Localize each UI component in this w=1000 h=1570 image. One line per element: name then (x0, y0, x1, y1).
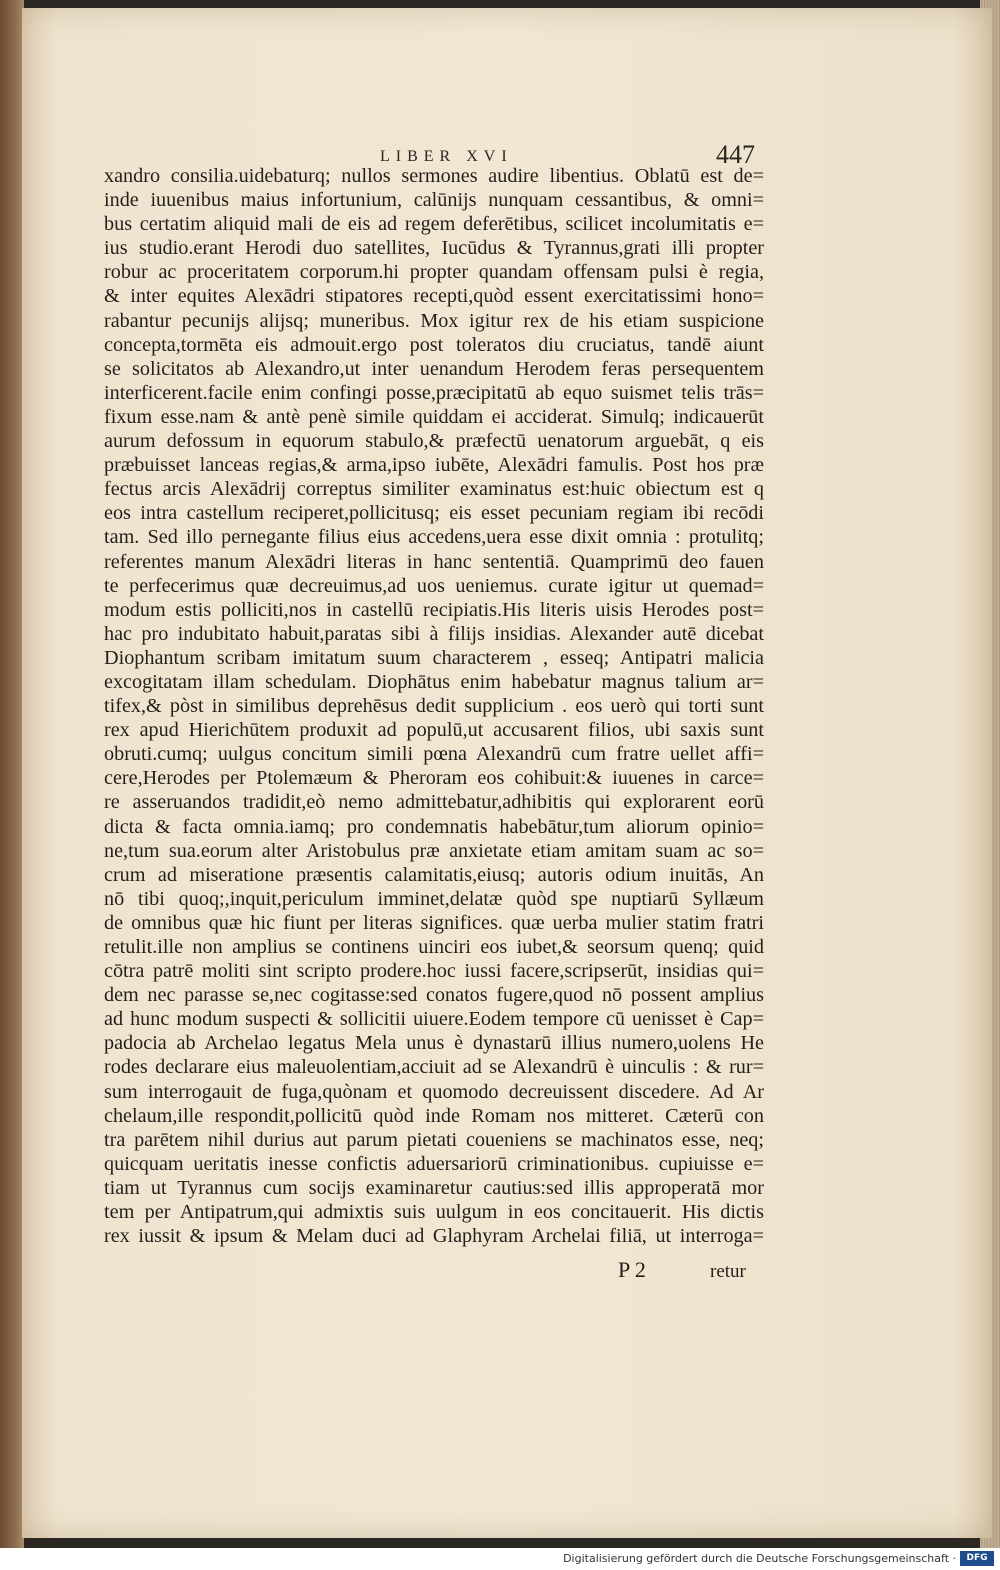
text-line: referentes manum Alexādri literas in hanc sententiā. Quamprimū deo fauen (104, 550, 764, 573)
running-head: LIBER XVI (380, 148, 513, 165)
text-line: robur ac proceritatem corporum.hi propter quandam offensam pulsi è regia, (104, 261, 764, 284)
text-line: tra parētem nihil durius aut parum pietati coueniens se machinatos esse, neq; (104, 1128, 764, 1151)
text-line: rabantur pecunijs alijsq; muneribus. Mox igitur rex de his etiam suspicione (104, 309, 764, 332)
text-line: de omnibus quæ hic fiunt per literas significes. quæ uerba mulier statim fratri (104, 911, 764, 934)
text-line: xandro consilia.uidebaturq; nullos sermones audire libentius. Oblatū est de= (104, 165, 764, 187)
body-text (104, 164, 764, 1248)
text-line: rex apud Hierichūtem produxit ad populū,ut accusarent filios, ubi saxis sunt (104, 719, 764, 742)
text-line: excogitatam illam schedulam. Diophātus enim habebatur magnus talium ar= (104, 670, 764, 693)
text-line: crum ad miseratione præsentis calamitatis,eiusq; autoris odium inuitās, An (104, 863, 764, 886)
text-line: dem nec parasse se,nec cogitasse:sed conatos fugere,quod nō possent amplius (104, 984, 764, 1007)
text-line: aurum defossum in equorum stabulo,& præfectū uenatorum arguebāt, q eis (104, 430, 764, 453)
text-line: concepta,tormēta eis admouit.ergo post toleratos diu cruciatus, tandē aiunt (104, 333, 764, 356)
text-line: obruti.cumq; uulgus concitum simili pœna Alexandrū cum fratre uellet affi= (104, 743, 764, 766)
text-line: rodes declarare eius maleuolentiam,acciuit ad se Alexandrū è uinculis : & rur= (104, 1056, 764, 1079)
dfg-logo: DFG (960, 1551, 994, 1566)
text-line: bus certatim aliquid mali de eis ad regem deferētibus, scilicet incolumitatis e= (104, 213, 764, 236)
text-line: quicquam ueritatis inesse confictis aduersariorū criminationibus. cupiuisse e= (104, 1152, 764, 1175)
credit-bar (0, 1548, 1000, 1570)
text-line: tam. Sed illo pernegante filius eius accedens,uera esse dixit omnia : protulitq; (104, 526, 764, 549)
text-line: cōtra patrē moliti sint scripto prodere.hoc iussi facere,scripserūt, insidias qui= (104, 960, 764, 983)
text-line: se solicitatos ab Alexandro,ut inter uenandum Herodem feras persequentem (104, 357, 764, 380)
text-line: padocia ab Archelao legatus Mela unus è dynastarū illius numero,uolens He (104, 1032, 764, 1055)
text-line: tem per Antipatrum,qui admixtis suis uulgum in eos concitauerit. His dictis (104, 1201, 764, 1224)
text-line: chelaum,ille respondit,pollicitū quòd inde Romam nos mitteret. Cæterū con (104, 1104, 764, 1127)
catchword: retur (710, 1261, 746, 1282)
text-line: fectus arcis Alexādrij correptus similiter examinatus est:huic obiectum est q (104, 478, 764, 501)
page-number: 447 (716, 140, 755, 169)
text-line: ne,tum sua.eorum alter Aristobulus præ anxietate etiam amitam suam ac so= (104, 839, 764, 862)
text-line: cere,Herodes per Ptolemæum & Pheroram eos cohibuit:& iuuenes in carce= (104, 767, 764, 790)
text-line: ius studio.erant Herodi duo satellites, Iucūdus & Tyrannus,grati illi propter (104, 237, 764, 260)
text-line: interficerent.facile enim confingi posse,præcipitatū ab equo suismet telis trās= (104, 381, 764, 404)
signature-mark: P 2 (618, 1257, 646, 1282)
text-line: tiam ut Tyrannus cum socijs examinaretur cautius:sed illis approperatā mor (104, 1176, 764, 1199)
text-line: præbuisset lanceas regias,& arma,ipso iubēte, Alexādri famulis. Post hos præ (104, 454, 764, 477)
page-footer (104, 1257, 764, 1285)
text-line: retulit.ille non amplius se continens uinciri eos iubet,& seorsum quenq; quid (104, 936, 764, 958)
text-line: modum estis polliciti,nos in castellū recipiatis.His literis uisis Herodes post= (104, 598, 764, 621)
text-line: & inter equites Alexādri stipatores recepti,quòd essent exercitatissimi hono= (104, 285, 764, 308)
text-line: sum interrogauit de fuga,quònam et quomodo decreuissent discedere. Ad Ar (104, 1080, 764, 1103)
credit-text: Digitalisierung gefördert durch die Deutsche Forschungsgemeinschaft · (563, 1552, 956, 1565)
text-line: Diophantum scribam imitatum suum characterem , esseq; Antipatri malicia (104, 646, 764, 669)
text-line: fixum esse.nam & antè penè simile quiddam ei acciderat. Simulq; indicauerūt (104, 405, 764, 428)
text-line: inde iuuenibus maius infortunium, calūnijs nunquam cessantibus, & omni= (104, 189, 764, 212)
text-line: te perfecerimus quæ decreuimus,ad uos ueniemus. curate igitur ut quemad= (104, 574, 764, 597)
text-line: eos intra castellum reciperet,pollicitusq; eis esset pecuniam regiam ibi recōdi (104, 502, 764, 525)
text-line: dicta & facta omnia.iamq; pro condemnatis habebātur,tum aliorum opinio= (104, 815, 764, 838)
text-line: nō tibi quoq;,inquit,periculum imminet,delatæ quòd spe nuptiarū Syllæum (104, 887, 764, 910)
book-spine-edge (0, 0, 24, 1548)
text-line: hac pro indubitato habuit,paratas sibi à filijs insidias. Alexander autē dicebat (104, 622, 764, 645)
text-line: rex iussit & ipsum & Melam duci ad Glaphyram Archelai filiā, ut interroga= (104, 1225, 764, 1248)
text-line: re asseruandos tradidit,eò nemo admittebatur,adhibitis qui explorarent eorū (104, 791, 764, 814)
text-line: tifex,& pòst in similibus deprehēsus dedit supplicium . eos uerò qui torti sunt (104, 695, 764, 718)
text-line: ad hunc modum suspecti & sollicitii uiuere.Eodem tempore cū uenisset è Cap= (104, 1008, 764, 1031)
